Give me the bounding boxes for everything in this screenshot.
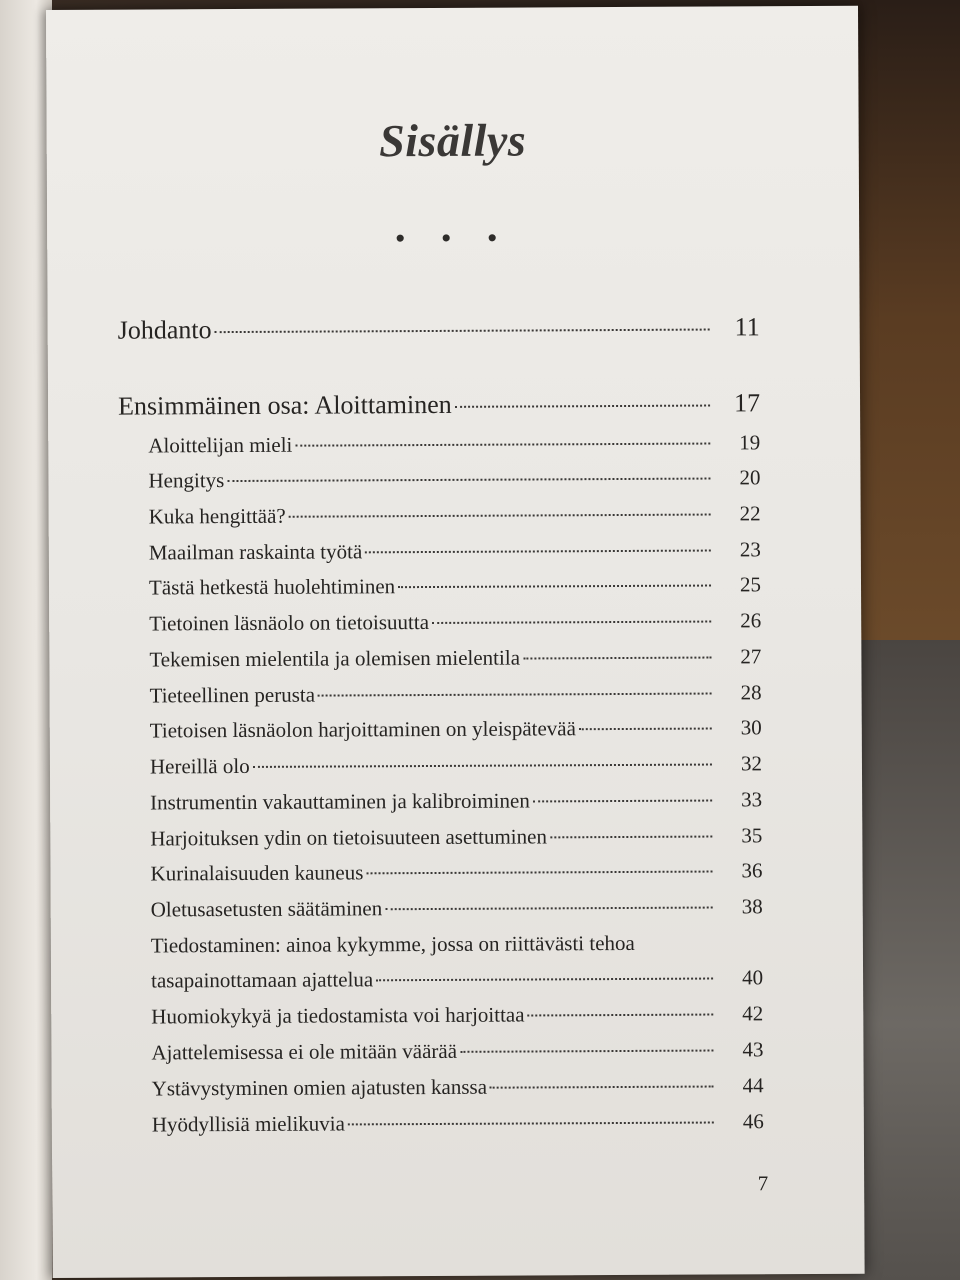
toc-page-number: 32 — [740, 751, 763, 776]
toc-entry-label: Huomiokykyä ja tiedostamista voi harjoittaa — [151, 1002, 525, 1029]
toc-entry-intro — [118, 312, 760, 345]
toc-page-number: 27 — [740, 644, 762, 669]
toc-entry — [120, 680, 762, 708]
background-fabric — [850, 640, 960, 1280]
background-wood — [850, 0, 960, 640]
toc-entry — [120, 715, 762, 743]
toc-entry — [122, 1073, 764, 1101]
toc-page-number: 33 — [741, 787, 763, 812]
toc-entry-label: tasapainottamaan ajattelua — [151, 967, 374, 993]
toc-page-number: 35 — [741, 823, 763, 848]
toc-page-number: 44 — [742, 1073, 764, 1098]
toc-page-number: 28 — [740, 680, 762, 705]
adjacent-page-edge — [0, 0, 52, 1280]
dot-leader — [579, 728, 712, 731]
toc-entry-label: Aloittelijan mieli — [148, 432, 293, 458]
toc-page-number: 36 — [741, 858, 763, 883]
toc-entry-label: Tietoisen läsnäolon harjoittaminen on yleispätevää — [149, 716, 576, 743]
toc-page-number: 42 — [742, 1001, 764, 1026]
dot-leader — [376, 978, 713, 982]
toc-page-number: 17 — [733, 388, 761, 418]
toc-page-number: 23 — [739, 537, 761, 562]
dot-leader — [550, 836, 712, 839]
dot-leader — [533, 800, 712, 803]
toc-entry-multiline-first: Tiedostaminen: ainoa kykymme, jossa on riittävästi tehoa — [150, 930, 635, 958]
toc-entry-label: Ystävystyminen omien ajatusten kanssa — [151, 1074, 488, 1101]
toc-entry-label: Harjoituksen ydin on tietoisuuteen asettuminen — [150, 824, 547, 851]
toc-entry-label: Tekemisen mielentila ja olemisen mielentila — [149, 645, 521, 672]
toc-entry — [119, 644, 761, 672]
toc-page-number: 43 — [742, 1037, 764, 1062]
toc-entry — [118, 465, 760, 493]
toc-page-number: 19 — [739, 430, 761, 455]
toc-entry — [120, 858, 762, 886]
toc-entry-multiline — [121, 965, 763, 993]
dot-leader — [523, 657, 711, 660]
toc-entry-label: Johdanto — [117, 315, 212, 345]
toc-entry-label: Instrumentin vakauttaminen ja kalibroiminen — [150, 788, 530, 815]
dot-leader — [455, 405, 710, 408]
dot-leader — [348, 1122, 714, 1126]
dot-leader — [215, 329, 710, 334]
toc-page-number: 38 — [741, 894, 763, 919]
toc-entry-label: Tästä hetkestä huolehtiminen — [148, 574, 396, 600]
dot-leader — [295, 443, 710, 447]
dot-leader — [318, 693, 712, 697]
toc-entry-label: Hengitys — [148, 468, 225, 493]
toc-page-number: 30 — [740, 715, 762, 740]
toc-entry-label: Hereillä olo — [149, 753, 250, 779]
dot-leader — [490, 1086, 714, 1089]
ornament-dots: • • • — [394, 221, 512, 256]
toc-entry-label: Tieteellinen perusta — [149, 682, 316, 708]
toc-entry-label: Oletusasetusten säätäminen — [150, 896, 383, 922]
dot-leader — [528, 1014, 714, 1017]
toc-entry — [120, 823, 762, 851]
toc-entry-part1 — [118, 388, 760, 421]
toc-page-number: 40 — [742, 965, 764, 990]
toc-page-number: 46 — [742, 1109, 764, 1134]
toc-entry-label: Maailman raskainta työtä — [148, 539, 363, 565]
toc-entry — [118, 430, 760, 458]
toc-page-number: 22 — [739, 501, 761, 526]
dot-leader — [227, 478, 710, 483]
toc-page-number: 11 — [734, 312, 760, 342]
toc-entry — [119, 572, 761, 600]
dot-leader — [398, 585, 711, 589]
toc-entry — [119, 537, 761, 565]
dot-leader — [385, 907, 712, 911]
toc-entry — [121, 894, 763, 922]
dot-leader — [253, 764, 712, 768]
toc-entry — [121, 1037, 763, 1065]
toc-page-number: 26 — [740, 608, 762, 633]
toc-entry-label: Tietoinen läsnäolo on tietoisuutta — [149, 610, 430, 636]
toc-page-number: 25 — [739, 572, 762, 597]
dot-leader — [460, 1050, 713, 1053]
toc-entry — [119, 608, 761, 636]
toc-entry — [121, 1001, 763, 1029]
book-page — [46, 6, 865, 1278]
toc-entry-label: Ajattelemisessa ei ole mitään väärää — [151, 1038, 458, 1065]
page-number: 7 — [757, 1171, 769, 1196]
toc-entry — [120, 787, 762, 815]
toc-entry — [119, 501, 761, 529]
dot-leader — [366, 871, 712, 875]
page-title: Sisällys — [378, 114, 527, 167]
dot-leader — [432, 621, 711, 624]
toc-entry-label: Hyödyllisiä mielikuvia — [151, 1111, 345, 1137]
toc-entry — [120, 751, 762, 779]
dot-leader — [365, 550, 711, 554]
toc-page-number: 20 — [739, 465, 761, 490]
dot-leader — [289, 514, 711, 518]
toc-entry-label: Ensimmäinen osa: Aloittaminen — [117, 389, 452, 421]
toc-entry-label: Kurinalaisuuden kauneus — [150, 860, 364, 886]
toc-entry — [122, 1109, 764, 1137]
toc-entry-label: Kuka hengittää? — [148, 503, 286, 529]
